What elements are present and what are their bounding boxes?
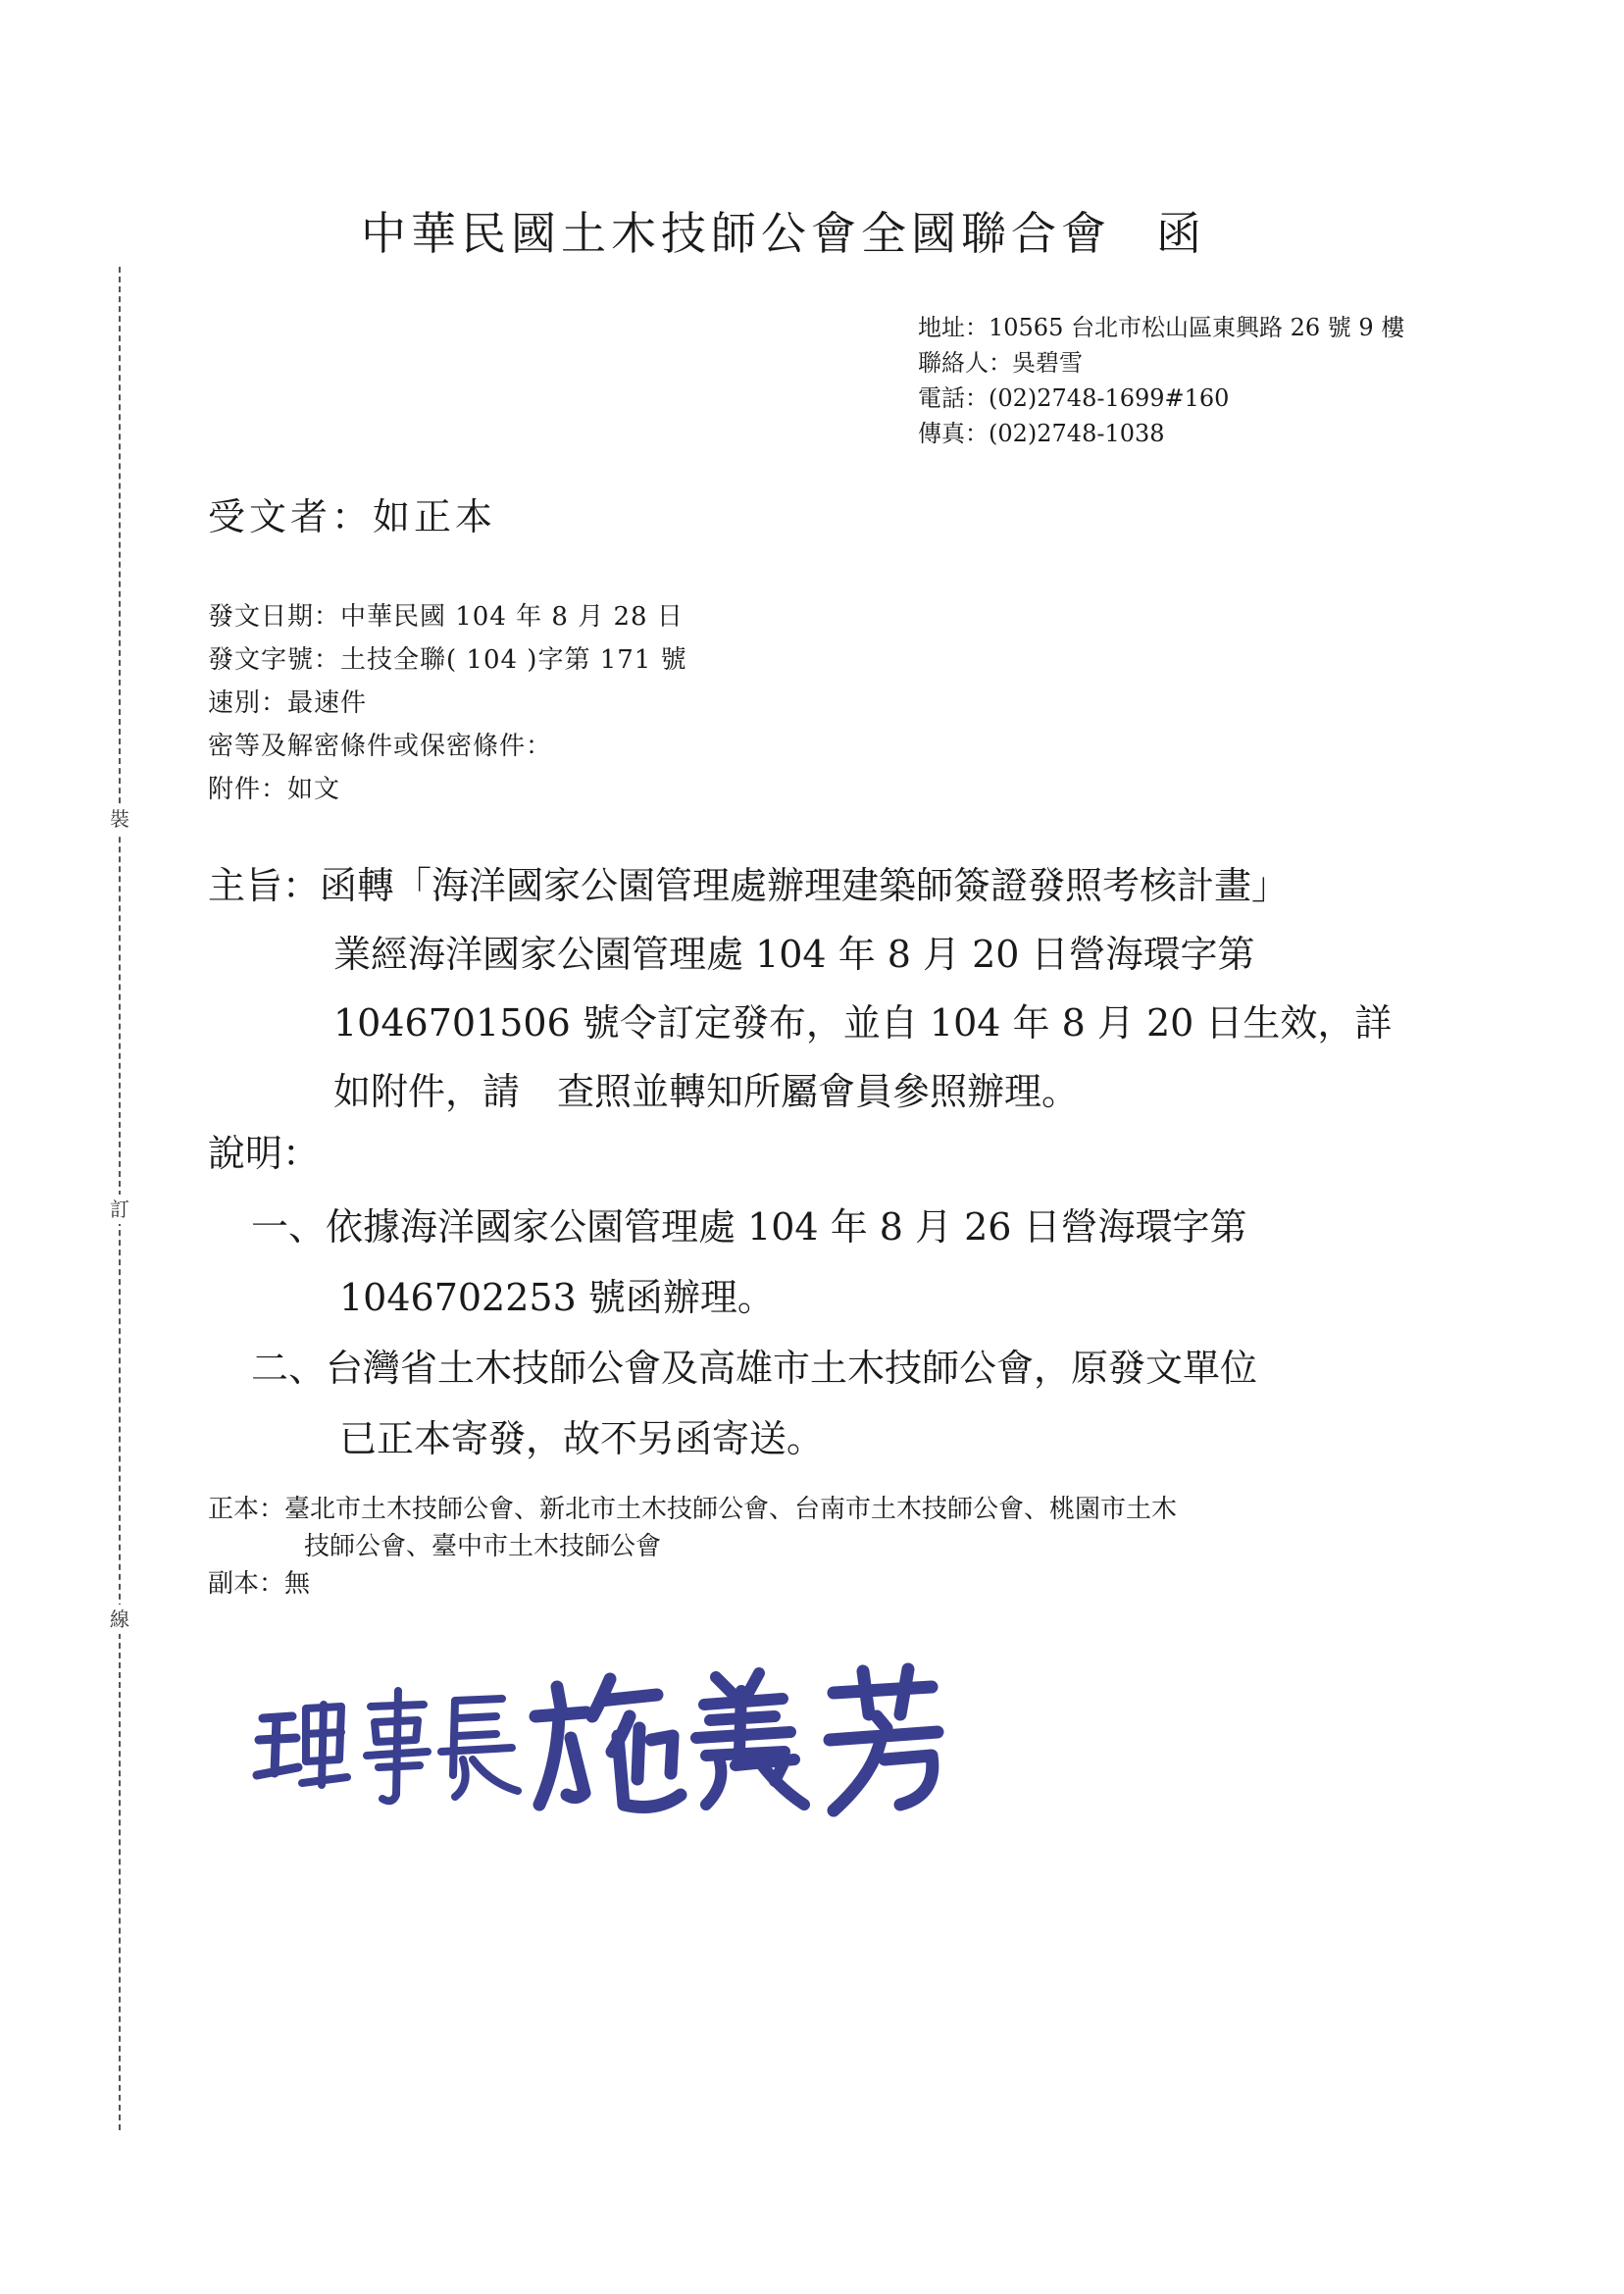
carbon-copy: 副本：無 (208, 1569, 311, 1599)
contact-person: 聯絡人：吳碧雪 (918, 349, 1083, 377)
original-recipients: 正本：臺北市土木技師公會、新北市土木技師公會、台南市土木技師公會、桃園市土木 (208, 1495, 1178, 1524)
subject-line: 1046701506 號令訂定發布，並自 104 年 8 月 20 日生效，詳 (333, 1001, 1393, 1045)
explanation-line: 二、台灣省土木技師公會及高雄市土木技師公會，原發文單位 (251, 1347, 1258, 1390)
explanation-line: 1046702253 號函辦理。 (339, 1276, 775, 1319)
priority: 速別：最速件 (208, 688, 368, 718)
contact-block (918, 310, 1404, 451)
letter-type: 函 (1156, 207, 1206, 260)
explanation-heading: 說明： (208, 1132, 321, 1175)
subject-line: 如附件，請 查照並轉知所屬會員參照辦理。 (333, 1070, 1080, 1113)
chairman-signature (245, 1657, 951, 1824)
subject-section (208, 851, 1392, 1126)
issue-date: 發文日期：中華民國 104 年 8 月 28 日 (208, 602, 684, 632)
explanation-item (251, 1333, 1257, 1474)
explanation-line: 已正本寄發，故不另函寄送。 (339, 1417, 825, 1460)
distribution-section (208, 1491, 1177, 1603)
binding-mark-ding: 訂 (106, 1195, 133, 1224)
document-meta (208, 595, 687, 811)
binding-mark-zhuang: 裝 (106, 804, 133, 834)
explanation-line: 一、依據海洋國家公園管理處 104 年 8 月 26 日營海環字第 (251, 1205, 1247, 1249)
document-number: 發文字號：土技全聯( 104 )字第 171 號 (208, 645, 687, 675)
phone: 電話：(02)2748-1699#160 (918, 384, 1230, 412)
confidentiality: 密等及解密條件或保密條件： (208, 732, 553, 761)
explanation-list (251, 1192, 1257, 1474)
document-title (361, 204, 1206, 263)
signature-brush-strokes (245, 1657, 951, 1824)
original-recipients-cont: 技師公會、臺中市土木技師公會 (304, 1532, 662, 1561)
binding-mark-xian: 線 (106, 1605, 133, 1634)
subject-line: 主旨：函轉「海洋國家公園管理處辦理建築師簽證發照考核計畫」 (208, 864, 1290, 907)
fax: 傳真：(02)2748-1038 (918, 420, 1165, 447)
attachment: 附件：如文 (208, 775, 341, 804)
address: 地址：10565 台北市松山區東興路 26 號 9 樓 (918, 314, 1405, 341)
recipient: 受文者：如正本 (208, 495, 497, 538)
explanation-item (251, 1192, 1257, 1333)
organization-name: 中華民國土木技師公會全國聯合會 (361, 207, 1111, 260)
subject-line: 業經海洋國家公園管理處 104 年 8 月 20 日營海環字第 (333, 933, 1255, 976)
